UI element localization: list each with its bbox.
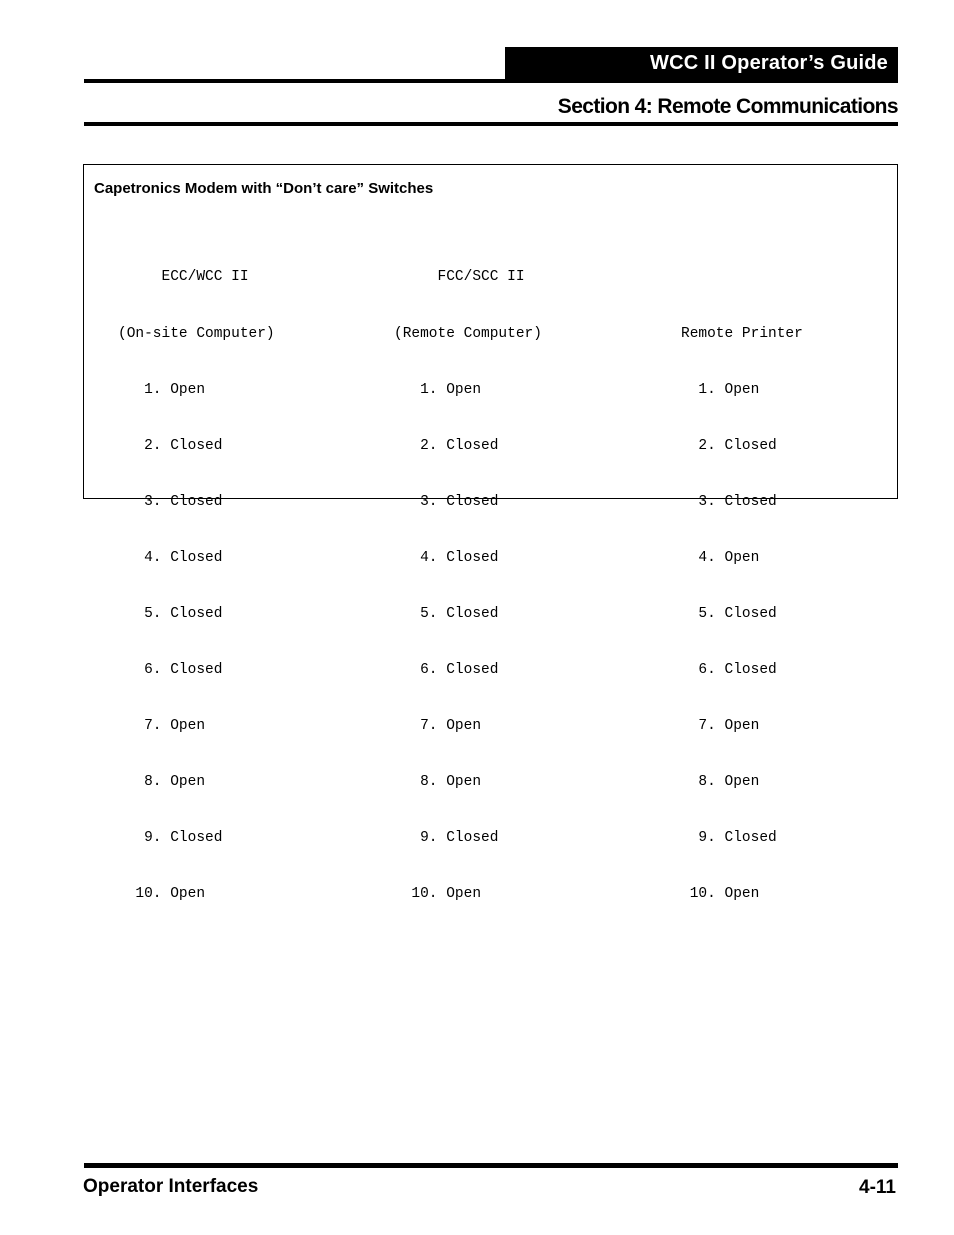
switch-line: 9. Closed [394,830,499,847]
switch-line: 4. Closed [118,549,223,566]
switch-line: 3. Closed [681,493,777,510]
column-subheading: Remote Printer [681,325,803,342]
switch-line: 7. Open [681,718,760,735]
switch-line: 2. Closed [394,437,499,454]
column-heading: FCC/SCC II [394,269,525,286]
guide-title-banner [505,47,898,82]
switch-line: 10. Open [681,886,760,903]
section-title: Section 4: Remote Communications [557,95,898,118]
column-fcc-scc [394,231,542,942]
switch-line: 9. Closed [118,830,223,847]
switch-line: 9. Closed [681,830,777,847]
switch-line: 7. Open [394,718,482,735]
header-rule [84,79,898,83]
column-heading [681,268,803,287]
switch-line: 8. Open [681,774,760,791]
switch-line: 8. Open [394,774,482,791]
switch-line: 3. Closed [394,493,499,510]
column-subheading: (On-site Computer) [118,325,275,342]
switch-line: 4. Open [681,549,760,566]
column-ecc-wcc [118,231,275,942]
switch-line: 2. Closed [118,437,223,454]
switch-settings-box [83,164,898,903]
switch-line: 5. Closed [118,605,223,622]
switch-line: 2. Closed [681,437,777,454]
switch-line: 4. Closed [394,549,499,566]
switch-line: 6. Closed [118,662,223,679]
footer-rule [84,1163,898,1168]
switch-line: 10. Open [394,886,482,903]
footer-chapter: Operator Interfaces [83,1176,259,1197]
guide-title: WCC II Operator’s Guide [650,52,888,74]
switch-line: 1. Open [394,381,482,398]
switch-line: 7. Open [118,718,206,735]
switch-line: 5. Closed [394,605,499,622]
column-heading: ECC/WCC II [118,269,249,286]
switch-line: 6. Closed [681,662,777,679]
switch-line: 6. Closed [394,662,499,679]
switch-line: 3. Closed [118,493,223,510]
section-rule [84,122,898,126]
switch-line: 8. Open [118,774,206,791]
switch-line: 5. Closed [681,605,777,622]
page-number: 4-11 [859,1177,896,1198]
switch-line: 10. Open [118,886,206,903]
box-title: Capetronics Modem with “Don’t care” Switches [94,180,434,197]
switch-line: 1. Open [118,381,206,398]
column-subheading: (Remote Computer) [394,325,542,342]
column-remote-printer [681,231,803,942]
switch-line: 1. Open [681,381,760,398]
